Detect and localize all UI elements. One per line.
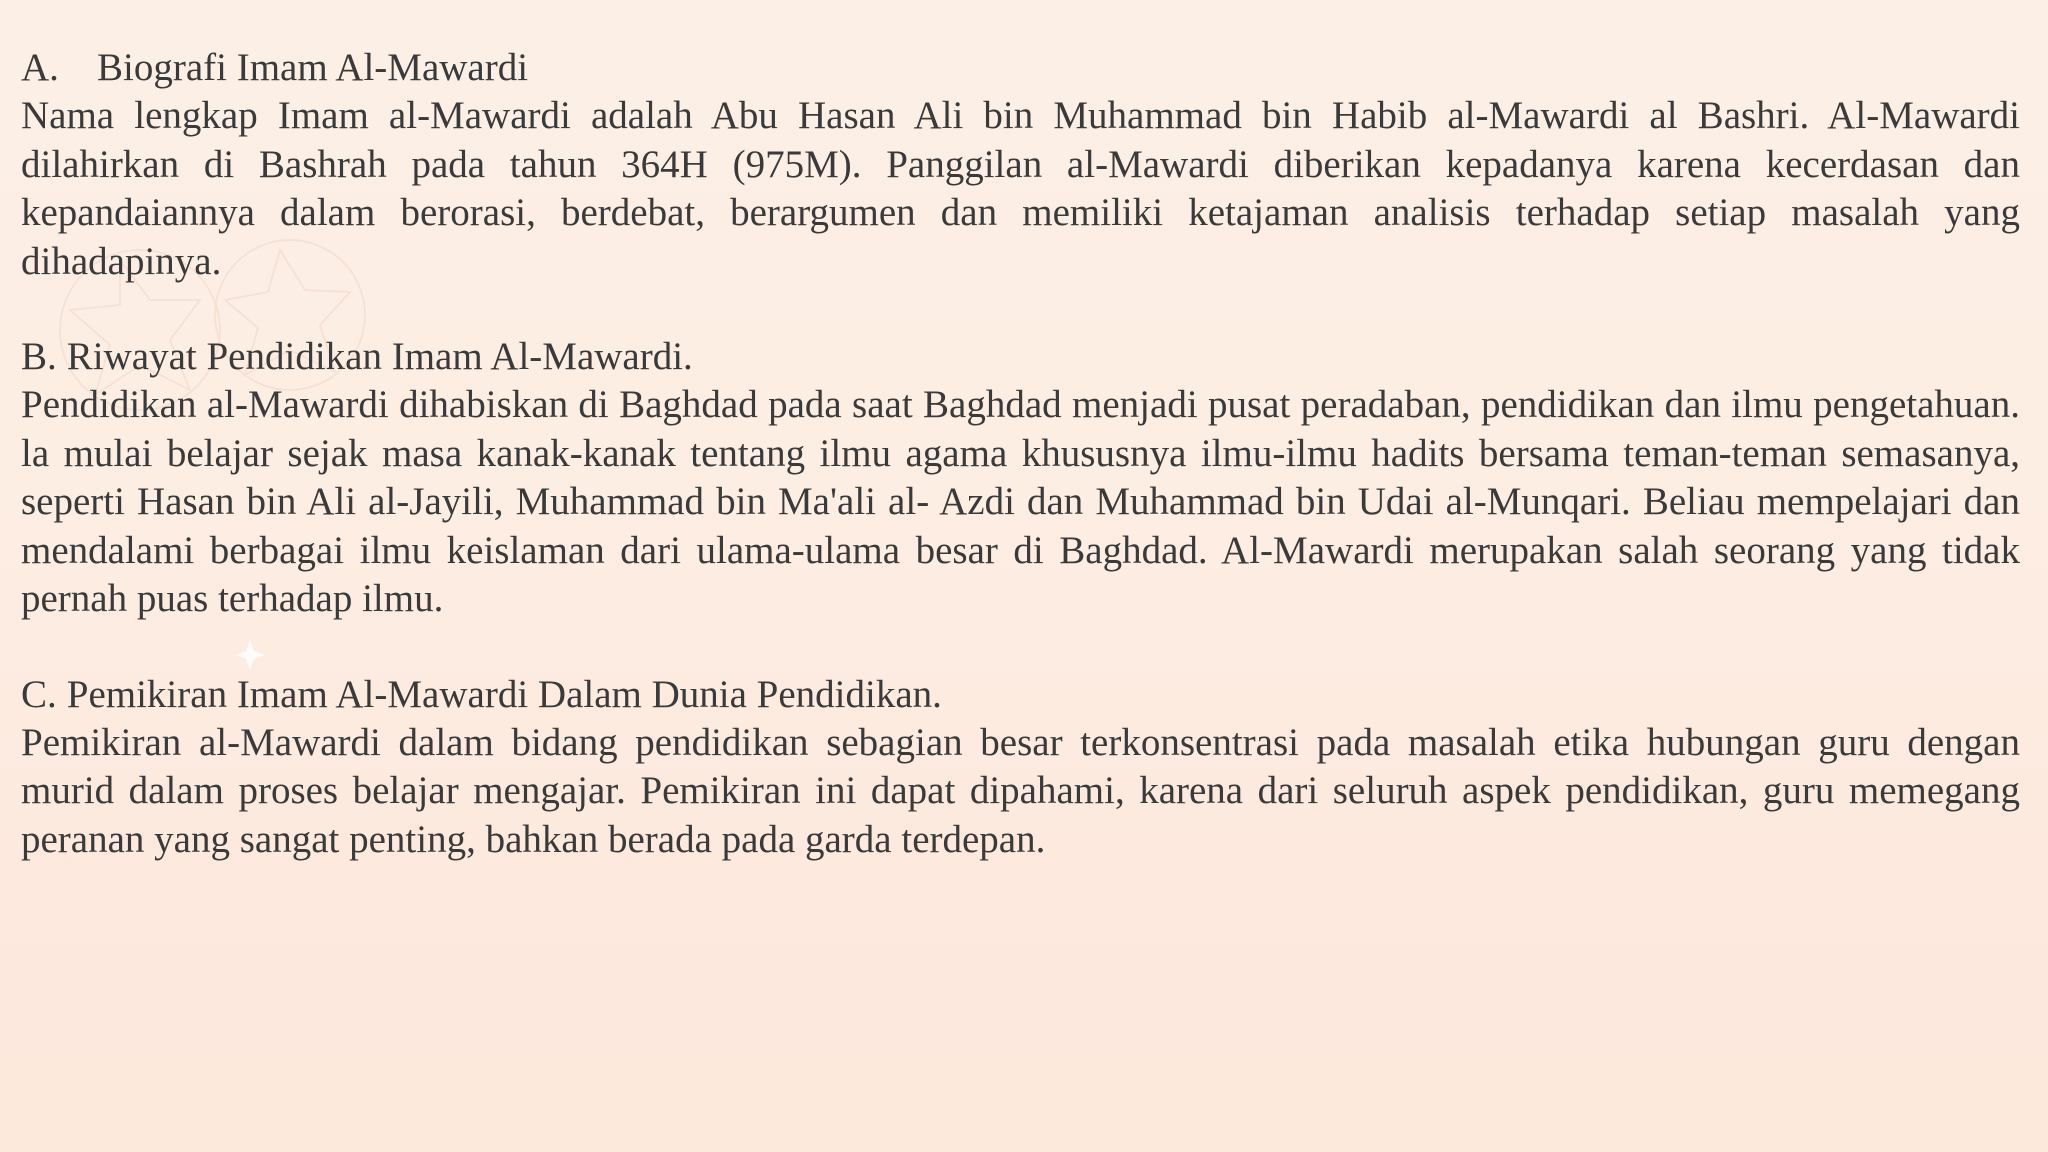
section-number: C. xyxy=(21,672,57,716)
section-pemikiran xyxy=(21,671,2020,865)
section-number: A. xyxy=(21,46,59,89)
section-title: Riwayat Pendidikan Imam Al-Mawardi. xyxy=(66,335,693,378)
section-paragraph: Nama lengkap Imam al-Mawardi adalah Abu Hasan Ali bin Muhammad bin Habib al-Mawardi al Bashri. Al-Mawardi dilahirkan di Bashrah pada tahun 364H (975M). Panggilan al-Mawardi diberikan kepadanya karena kecerdasan dan kepandaiannya dalam berorasi, berdebat, berargumen dan memiliki ketajaman analisis terhadap setiap masalah yang dihadapinya. xyxy=(21,94,2020,283)
section-heading xyxy=(21,44,2020,92)
section-heading xyxy=(21,671,2020,719)
section-riwayat-pendidikan xyxy=(21,333,2020,624)
section-title: Biografi Imam Al-Mawardi xyxy=(97,46,529,89)
section-paragraph: Pemikiran al-Mawardi dalam bidang pendidikan sebagian besar terkonsentrasi pada masalah etika hubungan guru dengan murid dalam proses belajar mengajar. Pemikiran ini dapat dipahami, karena dari seluruh aspek pendidikan, guru memegang peranan yang sangat penting, bahkan berada pada garda terdepan. xyxy=(21,720,2020,861)
section-title: Pemikiran Imam Al-Mawardi Dalam Dunia Pendidikan. xyxy=(66,672,942,716)
section-heading xyxy=(21,333,2020,381)
section-paragraph: Pendidikan al-Mawardi dihabiskan di Baghdad pada saat Baghdad menjadi pusat peradaban, pendidikan dan ilmu pengetahuan. la mulai belajar sejak masa kanak-kanak tentang ilmu agama khususnya ilmu-ilmu hadits bersama teman-teman semasanya, seperti Hasan bin Ali al-Jayili, Muhammad bin Ma'ali al- Azdi dan Muhammad bin Udai al-Munqari. Beliau mempelajari dan mendalami berbagai ilmu keislaman dari ulama-ulama besar di Baghdad. Al-Mawardi merupakan salah seorang yang tidak pernah puas terhadap ilmu. xyxy=(21,383,2020,620)
slide-content xyxy=(21,44,2020,911)
section-number: B. xyxy=(21,335,57,378)
section-biografi xyxy=(21,44,2020,286)
